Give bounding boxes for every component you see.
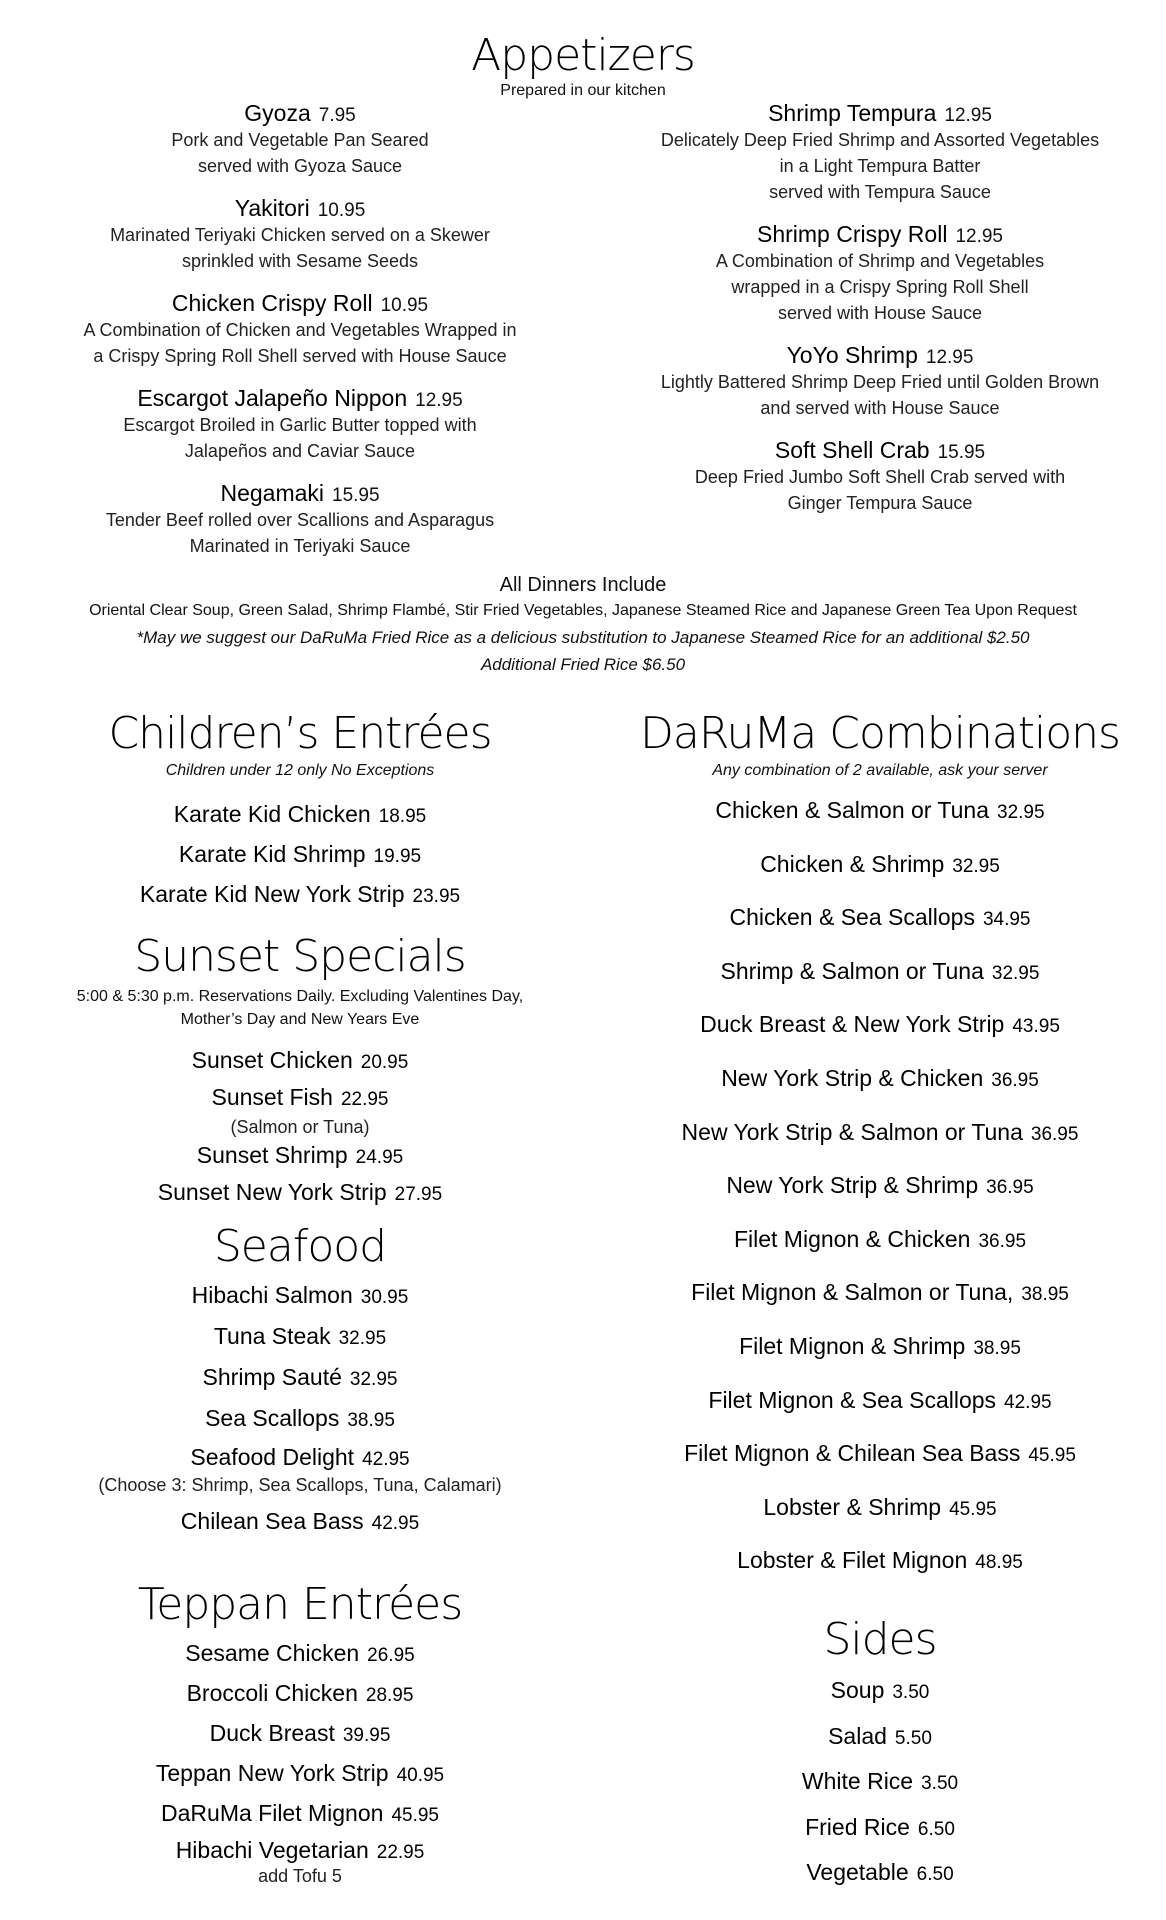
item-name: Chicken Crispy Roll <box>171 290 373 316</box>
dinners-include-list: Oriental Clear Soup, Green Salad, Shrimp Flambé, Stir Fried Vegetables, Japanese Steamed Rice and Japanese Green Tea Upon Request <box>89 602 1077 619</box>
item-name: Lobster & Filet Mignon <box>737 1547 968 1574</box>
sides-section <box>620 1614 1140 1896</box>
section-note: Any combination of 2 available, ask your server <box>712 762 1048 779</box>
item-price: 22.95 <box>376 1842 425 1863</box>
item-description: Pork and Vegetable Pan Seared <box>171 130 429 150</box>
item-name: Karate Kid New York Strip <box>139 881 405 907</box>
item-name: Hibachi Vegetarian <box>175 1837 369 1863</box>
item-name: Soft Shell Crab <box>774 437 930 463</box>
item-note: (Choose 3: Shrimp, Sea Scallops, Tuna, Calamari) <box>98 1475 502 1495</box>
item-price: 32.95 <box>952 855 1000 877</box>
menu-item <box>620 945 1140 999</box>
item-name: Gyoza <box>244 100 311 126</box>
menu-item <box>50 794 550 834</box>
dinners-include-heading: All Dinners Include <box>499 574 667 596</box>
menu-item <box>50 1439 550 1475</box>
section-note <box>50 985 550 1031</box>
item-name: Duck Breast & New York Strip <box>700 1011 1005 1038</box>
item-description: and served with House Sauce <box>760 398 1000 418</box>
item-name: Broccoli Chicken <box>186 1680 358 1706</box>
item-name: Yakitori <box>234 195 310 221</box>
appetizers-right-column <box>620 100 1140 532</box>
item-price: 32.95 <box>349 1369 398 1390</box>
menu-item <box>50 1357 550 1398</box>
item-price: 42.95 <box>362 1449 410 1470</box>
item-name: Sunset Fish <box>211 1084 333 1110</box>
section-note-line: Mother’s Day and New Years Eve <box>180 1011 420 1028</box>
item-name: Shrimp Crispy Roll <box>757 221 948 247</box>
item-price: 32.95 <box>338 1328 387 1349</box>
item-name: Chicken & Sea Scallops <box>729 904 975 931</box>
menu-item <box>620 1213 1140 1267</box>
item-name: Shrimp Tempura <box>768 100 937 126</box>
item-name: White Rice <box>801 1768 914 1794</box>
menu-item <box>40 195 560 274</box>
item-description: Lightly Battered Shrimp Deep Fried until Golden Brown <box>660 372 1100 392</box>
menu-item <box>620 1052 1140 1106</box>
item-name: Soup <box>830 1677 885 1703</box>
menu-item <box>50 1673 550 1713</box>
menu-item <box>50 1175 550 1212</box>
item-name: Hibachi Salmon <box>191 1282 353 1308</box>
menu-item <box>50 1398 550 1439</box>
item-name: Filet Mignon & Salmon or Tuna, <box>691 1279 1014 1306</box>
item-description: wrapped in a Crispy Spring Roll Shell <box>731 277 1029 297</box>
item-price: 28.95 <box>365 1685 414 1706</box>
section-title: Teppan Entrées <box>137 1579 463 1630</box>
section-title: Sides <box>823 1614 937 1665</box>
item-price: 32.95 <box>991 962 1040 984</box>
item-name: Shrimp & Salmon or Tuna <box>720 957 984 984</box>
item-name: Shrimp Sauté <box>202 1364 342 1390</box>
item-price: 38.95 <box>347 1410 395 1431</box>
item-name: Vegetable <box>806 1859 909 1885</box>
menu-item <box>620 1320 1140 1374</box>
item-name: Sea Scallops <box>205 1405 340 1431</box>
item-price: 15.95 <box>332 485 380 506</box>
menu-item <box>620 1106 1140 1160</box>
item-name: Filet Mignon & Chicken <box>733 1225 971 1252</box>
item-name: Lobster & Shrimp <box>763 1493 942 1520</box>
teppan-entrees-section <box>50 1579 550 1886</box>
menu-item <box>620 1374 1140 1428</box>
menu-item <box>50 1043 550 1080</box>
item-price: 36.95 <box>986 1177 1034 1199</box>
item-price: 42.95 <box>1004 1391 1052 1413</box>
menu-item <box>620 221 1140 326</box>
menu-item <box>620 1427 1140 1481</box>
item-name: Tuna Steak <box>213 1323 331 1349</box>
item-price: 42.95 <box>371 1513 420 1534</box>
item-name: Sunset Shrimp <box>196 1142 348 1168</box>
item-name: Filet Mignon & Chilean Sea Bass <box>684 1440 1021 1467</box>
menu-item <box>50 1138 550 1175</box>
item-price: 7.95 <box>318 105 356 126</box>
menu-item <box>40 385 560 464</box>
item-price: 27.95 <box>394 1184 443 1205</box>
item-name: Seafood Delight <box>190 1444 355 1470</box>
item-name: DaRuMa Filet Mignon <box>161 1800 384 1826</box>
item-price: 40.95 <box>396 1765 445 1786</box>
appetizers-title: Appetizers <box>471 30 695 81</box>
item-price: 12.95 <box>955 226 1003 247</box>
item-price: 38.95 <box>1021 1284 1069 1306</box>
menu-item <box>620 1759 1140 1805</box>
item-price: 48.95 <box>975 1552 1023 1574</box>
menu-item <box>620 998 1140 1052</box>
item-note: (Salmon or Tuna) <box>230 1117 370 1137</box>
item-price: 24.95 <box>355 1147 404 1168</box>
section-note-line: 5:00 & 5:30 p.m. Reservations Daily. Excluding Valentines Day, <box>76 988 524 1005</box>
item-description: served with House Sauce <box>777 303 983 323</box>
menu-item <box>620 891 1140 945</box>
item-description: Ginger Tempura Sauce <box>787 493 973 513</box>
item-price: 20.95 <box>360 1052 409 1073</box>
item-description: a Crispy Spring Roll Shell served with House Sauce <box>93 346 507 366</box>
menu-item <box>40 100 560 179</box>
item-price: 12.95 <box>925 347 974 368</box>
item-price: 26.95 <box>367 1645 415 1666</box>
menu-item <box>620 1805 1140 1851</box>
item-name: Teppan New York Strip <box>155 1760 389 1786</box>
appetizers-left-column <box>40 100 560 575</box>
section-title: Seafood <box>213 1221 387 1272</box>
menu-item <box>40 290 560 369</box>
item-price: 36.95 <box>991 1069 1039 1091</box>
dinners-include-block <box>0 574 1166 678</box>
item-price: 6.50 <box>916 1864 954 1885</box>
item-price: 18.95 <box>378 806 427 827</box>
item-description: Deep Fried Jumbo Soft Shell Crab served with <box>694 467 1066 487</box>
item-price: 22.95 <box>340 1089 389 1110</box>
item-name: Karate Kid Shrimp <box>178 841 366 867</box>
item-name: YoYo Shrimp <box>786 342 918 368</box>
item-price: 12.95 <box>415 390 463 411</box>
menu-item <box>40 480 560 559</box>
section-title: Sunset Specials <box>134 931 466 982</box>
item-price: 38.95 <box>973 1337 1021 1359</box>
item-description: A Combination of Shrimp and Vegetables <box>715 251 1045 271</box>
menu-item <box>620 1534 1140 1588</box>
item-name: Sunset New York Strip <box>157 1179 387 1205</box>
item-name: Sunset Chicken <box>191 1047 353 1073</box>
item-description: Marinated in Teriyaki Sauce <box>189 536 411 556</box>
menu-item <box>620 1266 1140 1320</box>
section-title: DaRuMa Combinations <box>640 708 1120 759</box>
menu-item <box>50 1316 550 1357</box>
menu-item <box>620 1714 1140 1760</box>
item-name: Duck Breast <box>209 1720 335 1746</box>
additional-fried-rice: Additional Fried Rice $6.50 <box>480 655 686 674</box>
item-description: served with Gyoza Sauce <box>197 156 403 176</box>
item-price: 32.95 <box>997 802 1045 823</box>
item-price: 23.95 <box>412 886 461 907</box>
fried-rice-suggestion: *May we suggest our DaRuMa Fried Rice as a delicious substitution to Japanese Steamed Rice for an additional $2.50 <box>136 628 1030 647</box>
menu-item <box>620 342 1140 421</box>
childrens-entrees-section <box>50 708 550 914</box>
item-name: New York Strip & Salmon or Tuna <box>681 1118 1023 1145</box>
item-name: Chicken & Shrimp <box>760 850 945 877</box>
menu-item <box>50 874 550 914</box>
menu-item <box>620 1159 1140 1213</box>
menu-item <box>50 1833 550 1867</box>
section-title: Children’s Entrées <box>108 708 492 759</box>
menu-item <box>620 784 1140 838</box>
item-name: Chilean Sea Bass <box>180 1508 364 1534</box>
item-name: Fried Rice <box>805 1813 910 1840</box>
item-description: Jalapeños and Caviar Sauce <box>184 441 416 461</box>
item-price: 34.95 <box>982 909 1031 931</box>
daruma-combinations-section <box>620 708 1140 1588</box>
item-price: 19.95 <box>373 846 422 867</box>
item-price: 36.95 <box>1030 1123 1079 1145</box>
item-price: 36.95 <box>978 1230 1027 1252</box>
sunset-specials-section <box>50 931 550 1212</box>
item-description: Escargot Broiled in Garlic Butter topped with <box>123 415 477 435</box>
item-description: in a Light Tempura Batter <box>779 156 981 176</box>
item-description: Marinated Teriyaki Chicken served on a Skewer <box>110 225 490 245</box>
menu-item <box>620 437 1140 516</box>
item-name: Negamaki <box>220 480 324 506</box>
menu-item <box>620 838 1140 892</box>
menu-item <box>50 834 550 874</box>
item-name: Salad <box>828 1722 887 1749</box>
item-price: 45.95 <box>391 1805 439 1826</box>
item-name: Chicken & Salmon or Tuna <box>715 797 990 823</box>
item-description: A Combination of Chicken and Vegetables Wrapped in <box>83 320 517 340</box>
menu-item <box>50 1753 550 1793</box>
menu-item <box>620 100 1140 205</box>
item-name: New York Strip & Shrimp <box>726 1172 979 1199</box>
menu-item <box>50 1275 550 1316</box>
menu-item <box>50 1713 550 1753</box>
item-description: Delicately Deep Fried Shrimp and Assorted Vegetables <box>660 130 1100 150</box>
item-name: Filet Mignon & Sea Scallops <box>708 1386 997 1413</box>
item-price: 12.95 <box>944 105 992 126</box>
item-price: 3.50 <box>921 1773 959 1794</box>
menu-item <box>620 1668 1140 1714</box>
seafood-section <box>50 1221 550 1542</box>
item-price: 6.50 <box>917 1818 955 1840</box>
section-note: Children under 12 only No Exceptions <box>165 762 435 779</box>
item-price: 39.95 <box>342 1725 391 1746</box>
item-description: served with Tempura Sauce <box>769 182 991 202</box>
item-name: Escargot Jalapeño Nippon <box>137 385 408 411</box>
item-price: 10.95 <box>317 200 366 221</box>
item-price: 30.95 <box>360 1287 409 1308</box>
item-price: 15.95 <box>937 442 986 463</box>
item-name: Filet Mignon & Shrimp <box>739 1332 966 1359</box>
item-price: 10.95 <box>380 295 429 316</box>
item-name: Sesame Chicken <box>185 1640 360 1666</box>
menu-item <box>50 1501 550 1542</box>
item-description: sprinkled with Sesame Seeds <box>181 251 419 271</box>
item-price: 5.50 <box>894 1727 932 1749</box>
menu-item <box>620 1850 1140 1896</box>
item-price: 45.95 <box>949 1498 997 1520</box>
menu-item <box>50 1633 550 1673</box>
menu-item <box>50 1793 550 1833</box>
item-name: New York Strip & Chicken <box>721 1064 984 1091</box>
appetizers-subtitle: Prepared in our kitchen <box>500 82 666 99</box>
item-name: Karate Kid Chicken <box>173 801 371 827</box>
item-price: 43.95 <box>1012 1016 1060 1038</box>
menu-item <box>50 1080 550 1117</box>
item-note: add Tofu 5 <box>258 1866 342 1886</box>
menu-item <box>620 1481 1140 1535</box>
item-price: 45.95 <box>1028 1445 1076 1467</box>
item-description: Tender Beef rolled over Scallions and Asparagus <box>105 510 495 530</box>
item-price: 3.50 <box>892 1682 930 1703</box>
